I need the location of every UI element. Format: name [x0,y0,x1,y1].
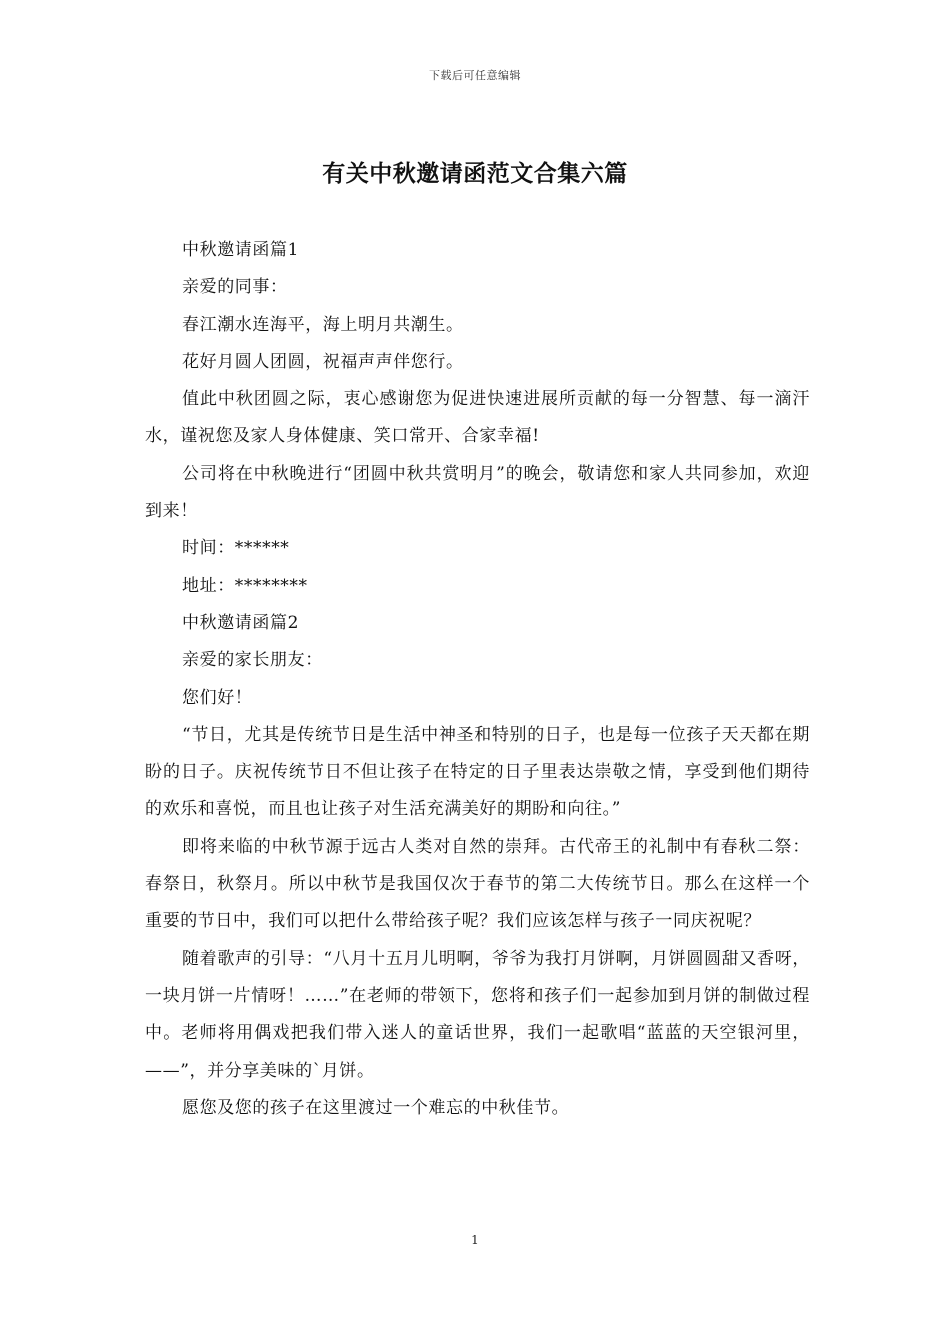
paragraph: 您们好！ [182,687,253,708]
paragraph: 随着歌声的引导：“八月十五月儿明啊，爷爷为我打月饼啊，月饼圆圆甜又香呀，一块月饼一片情呀！……”在老师的带领下，您将和孩子们一起参加到月饼的制做过程中。老师将用偶戏把我们带入迷人的童话世界，我们一起歌唱“蓝蓝的天空银河里，——”，并分享美味的`月饼。 [145,948,810,1081]
paragraph: 地址：******** [182,575,308,596]
header-note: 下载后可任意编辑 [429,69,521,82]
paragraph: “节日，尤其是传统节日是生活中神圣和特别的日子，也是每一位孩子天天都在期盼的日子。庆祝传统节日不但让孩子在特定的日子里表达崇敬之情，享受到他们期待的欢乐和喜悦，而且也让孩子对生活充满美好的期盼和向往。” [145,724,810,820]
paragraph: 中秋邀请函篇2 [182,612,300,633]
paragraph: 愿您及您的孩子在这里渡过一个难忘的中秋佳节。 [182,1097,570,1118]
paragraph: 公司将在中秋晚进行“团圆中秋共赏明月”的晚会，敬请您和家人共同参加，欢迎到来！ [145,463,810,522]
paragraph: 亲爱的家长朋友： [182,650,323,671]
paragraph: 春江潮水连海平，海上明月共潮生。 [182,314,464,335]
paragraph: 时间：****** [182,538,290,559]
page-number: 1 [471,1233,479,1247]
paragraph: 花好月圆人团圆，祝福声声伴您行。 [182,351,464,372]
paragraph: 即将来临的中秋节源于远古人类对自然的崇拜。古代帝王的礼制中有春秋二祭：春祭日，秋祭月。所以中秋节是我国仅次于春节的第二大传统节日。那么在这样一个重要的节日中，我们可以把什么带给孩子呢？我们应该怎样与孩子一同庆祝呢？ [145,836,810,932]
document-body [145,232,810,1127]
paragraph: 中秋邀请函篇1 [182,240,300,260]
document-title: 有关中秋邀请函范文合集六篇 [322,160,628,187]
paragraph: 亲爱的同事： [182,277,288,298]
paragraph: 值此中秋团圆之际，衷心感谢您为促进快速进展所贡献的每一分智慧、每一滴汗水，谨祝您及家人身体健康、笑口常开、合家幸福! [145,389,810,447]
